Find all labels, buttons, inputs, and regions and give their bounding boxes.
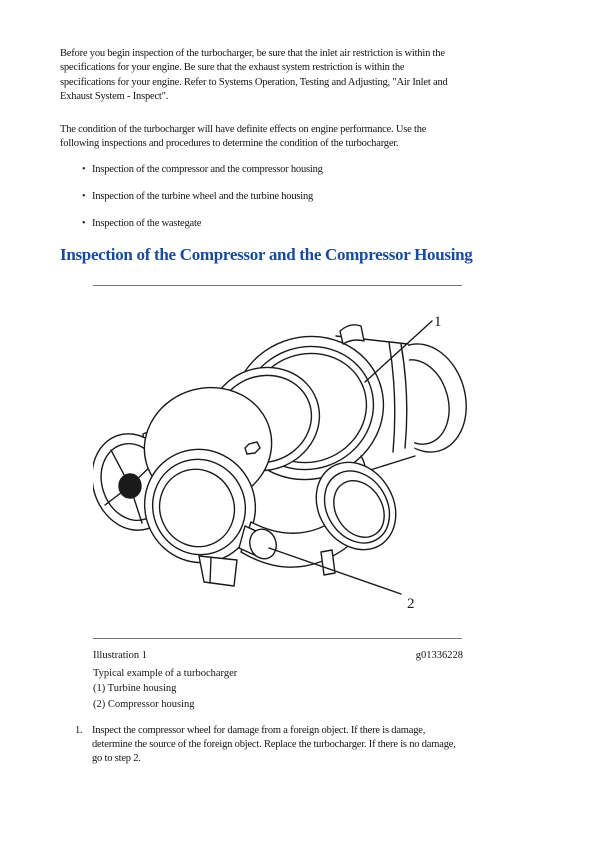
figure-legend-item: (2) Compressor housing (93, 698, 195, 710)
step-line: determine the source of the foreign object. Replace the turbocharger. If there is no damage, (92, 739, 456, 751)
bullet-marker: • (82, 190, 86, 202)
step-text (92, 724, 456, 767)
figure-caption-title: Illustration 1 (93, 649, 147, 661)
figure-caption-row (93, 650, 463, 662)
bullet-marker: • (82, 217, 86, 229)
callout-label-1: 1 (434, 313, 442, 330)
section-heading: Inspection of the Compressor and the Compressor Housing (60, 244, 473, 264)
list-item (82, 190, 546, 204)
paragraph-line: following inspections and procedures to determine the condition of the turbocharger. (60, 138, 399, 150)
step-item (75, 724, 546, 767)
list-item (82, 163, 546, 177)
step-number: 1. (75, 724, 83, 736)
turbocharger-illustration (93, 286, 495, 638)
list-item (82, 217, 546, 231)
paragraph-line: specifications for your engine. Be sure that the exhaust system restriction is within the (60, 62, 405, 74)
figure-block (93, 285, 495, 711)
paragraph-line: Before you begin inspection of the turbocharger, be sure that the inlet air restriction is within the (60, 48, 445, 59)
step-line: go to step 2. (92, 753, 141, 765)
paragraph-line: specifications for your engine. Refer to Systems Operation, Testing and Adjusting, "Air Inlet and (60, 76, 448, 88)
bullet-marker: • (82, 163, 86, 175)
inspection-bullet-list (60, 163, 546, 231)
list-item-text: Inspection of the turbine wheel and the turbine housing (92, 190, 314, 202)
list-item-text: Inspection of the compressor and the compressor housing (92, 163, 323, 175)
figure-divider-bottom (93, 638, 462, 639)
paragraph-line: Exhaust System - Inspect". (60, 90, 169, 102)
intro-paragraph-2 (60, 123, 546, 152)
figure-description: Typical example of a turbocharger (93, 667, 238, 679)
paragraph-line: The condition of the turbocharger will have definite effects on engine performance. Use the (60, 124, 427, 136)
list-item-text: Inspection of the wastegate (92, 217, 202, 229)
figure-caption-code: g01336228 (415, 649, 463, 661)
step-line: Inspect the compressor wheel for damage from a foreign object. If there is damage, (92, 724, 426, 736)
figure-legend-item: (1) Turbine housing (93, 683, 177, 695)
intro-paragraph-1 (60, 47, 546, 104)
callout-label-2: 2 (407, 595, 415, 612)
